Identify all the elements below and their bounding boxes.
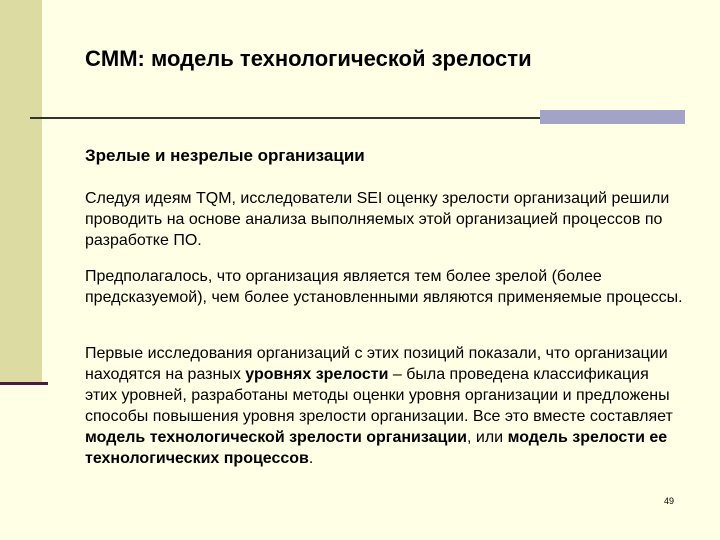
title-accent-bar: [540, 110, 685, 124]
paragraph-3-text: Первые исследования организаций с этих позиций показали, что организации находятся на разных: [85, 345, 668, 383]
paragraph-3-text: , или: [467, 429, 508, 446]
slide-subtitle: Зрелые и незрелые организации: [85, 146, 365, 165]
paragraph-3-text: – была проведена классификация этих уровней, разработаны методы оценки уровня организации и предложены способы повышения уровня зрелости организации. Все это вместе составляет: [85, 366, 673, 425]
page-number: 49: [664, 496, 675, 506]
sidebar-decoration: [0, 0, 42, 382]
paragraph-3: [85, 343, 685, 469]
term-maturity-levels: уровнях зрелости: [245, 366, 389, 383]
term-process-maturity-model: модель зрелости ее технологических процессов: [85, 429, 668, 467]
paragraph-3-text: .: [308, 450, 314, 467]
paragraph-1: Следуя идеям TQM, исследователи SEI оценку зрелости организаций решили проводить на основе анализа выполняемых этой организацией процессов по разработке ПО.: [85, 190, 670, 249]
slide-title: CMM: модель технологической зрелости: [85, 46, 532, 71]
sidebar-accent-line: [0, 382, 48, 385]
term-maturity-model: модель технологической зрелости организации: [85, 429, 468, 446]
paragraph-2: Предполагалось, что организация является тем более зрелой (более предсказуемой), чем более установленными являются применяемые процессы.: [85, 268, 683, 306]
